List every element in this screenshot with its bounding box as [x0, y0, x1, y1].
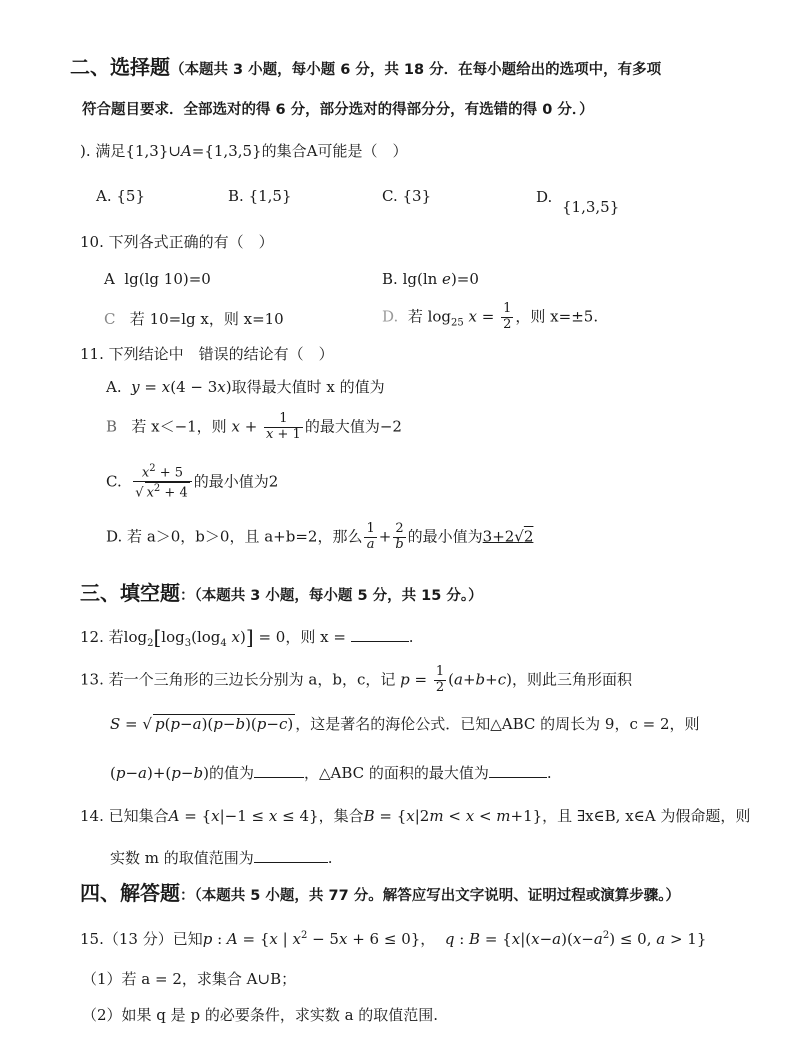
- question-13: 13. 若一个三角形的三边长分别为 a，b，c，记 p = $\frac{1}{2}$ (a+b+c)，则此三角形面积: [80, 664, 632, 695]
- section-3-heading: [80, 580, 483, 606]
- q15-part-1: （1）若 a = 2，求集合 A∪B；: [82, 970, 297, 988]
- q10-number: 10.: [80, 233, 104, 251]
- q9-option-d: {1,3,5}: [562, 198, 620, 216]
- question-15: 15.（13 分）已知p : A = {x | $x^2 - 5x + 6 \le 0$}， q : $B = \{x|(x-a)(x-a^2) \le 0$, a > 1}: [80, 930, 707, 948]
- q11-option-c: C. $\frac{x^2 + 5}{√ x^2 + 4}$ 的最小值为2: [106, 463, 279, 501]
- section-4-heading: [80, 880, 680, 906]
- section-3-title: 三、填空题: [80, 581, 180, 605]
- q11-option-b: B 若 x＜−1，则 x + $\frac{1}{x + 1}$ 的最大值为−2: [106, 411, 402, 442]
- q10-text: 下列各式正确的有（ ）: [108, 233, 274, 251]
- q9-text-pre: 满足: [95, 142, 126, 160]
- section-3-note: ：（本题共 3 小题，每小题 5 分，共 15 分。）: [180, 588, 483, 604]
- section-4-note: ：（本题共 5 小题，共 77 分。解答应写出文字说明、证明过程或演算步骤。）: [180, 888, 680, 904]
- q14-line2: 实数 m 的取值范围为 .: [110, 849, 333, 867]
- q13-blank-1: [254, 762, 304, 778]
- question-11: [80, 345, 334, 365]
- section-4-title: 四、解答题: [80, 881, 180, 905]
- q10-option-d: D. 若 $\log_{25} x$ = $\frac{1}{2}$ ，则 x=±5.: [382, 301, 599, 332]
- q10-option-b: B. lg(ln e)=0: [382, 270, 479, 288]
- section-2-note-continued: 符合题目要求．全部选对的得 6 分，部分选对的得部分分，有选错的得 0 分．）: [82, 102, 594, 118]
- q14-answer-blank: [254, 847, 328, 863]
- q12-answer-blank: [351, 626, 409, 642]
- q13-blank-2: [489, 762, 547, 778]
- section-2-heading: [70, 54, 661, 80]
- q9-option-c: C. {3}: [382, 187, 432, 205]
- q10-option-a: A lg(lg 10)=0: [104, 270, 211, 288]
- q9-option-a: A. {5}: [96, 187, 146, 205]
- q15-part-2: （2）如果 q 是 p 的必要条件，求实数 a 的取值范围.: [82, 1006, 439, 1024]
- q9-number: ).: [80, 142, 91, 160]
- question-12: 12. 若$\log_2[\log_3(\log_4$ x)] = 0，则 x = .: [80, 625, 414, 649]
- question-9: [80, 142, 407, 162]
- q9-equation: {1,3}∪A={1,3,5}: [125, 142, 262, 160]
- q10-option-c: C 若 10=lg x，则 x=10: [104, 310, 284, 328]
- q11-option-a: A. y = x(4 − 3x)取得最大值时 x 的值为: [106, 378, 385, 396]
- question-14: 14. 已知集合A = {x|−1 ≤ x ≤ 4}，集合B = {x|2m < x < m+1}，且 ∃x∈B, x∈A 为假命题，则: [80, 807, 751, 825]
- q11-option-d: D. 若 a＞0，b＞0，且 a+b=2，那么 $\frac{1}{a}$ + $\frac{2}{b}$ 的最小值为3+2√2: [106, 521, 534, 552]
- section-2-title: 二、选择题: [70, 55, 170, 79]
- q11-number: 11.: [80, 345, 104, 363]
- q9-option-b: B. {1,5}: [228, 187, 292, 205]
- question-10: [80, 233, 274, 253]
- q9-text-post: 的集合A可能是（ ）: [261, 142, 408, 160]
- q13-line3: (p−a)+(p−b)的值为 ，△ABC 的面积的最大值为 .: [110, 764, 552, 782]
- q11-text: 下列结论中 错误的结论有（ ）: [108, 345, 334, 363]
- q9-option-d-label: D.: [536, 188, 553, 206]
- q13-heron-formula: S = √ p(p−a)(p−b)(p−c) ，这是著名的海伦公式．已知△ABC 的周长为 9，c = 2，则: [110, 715, 700, 733]
- section-2-note: （本题共 3 小题，每小题 6 分，共 18 分．在每小题给出的选项中，有多项: [170, 62, 662, 78]
